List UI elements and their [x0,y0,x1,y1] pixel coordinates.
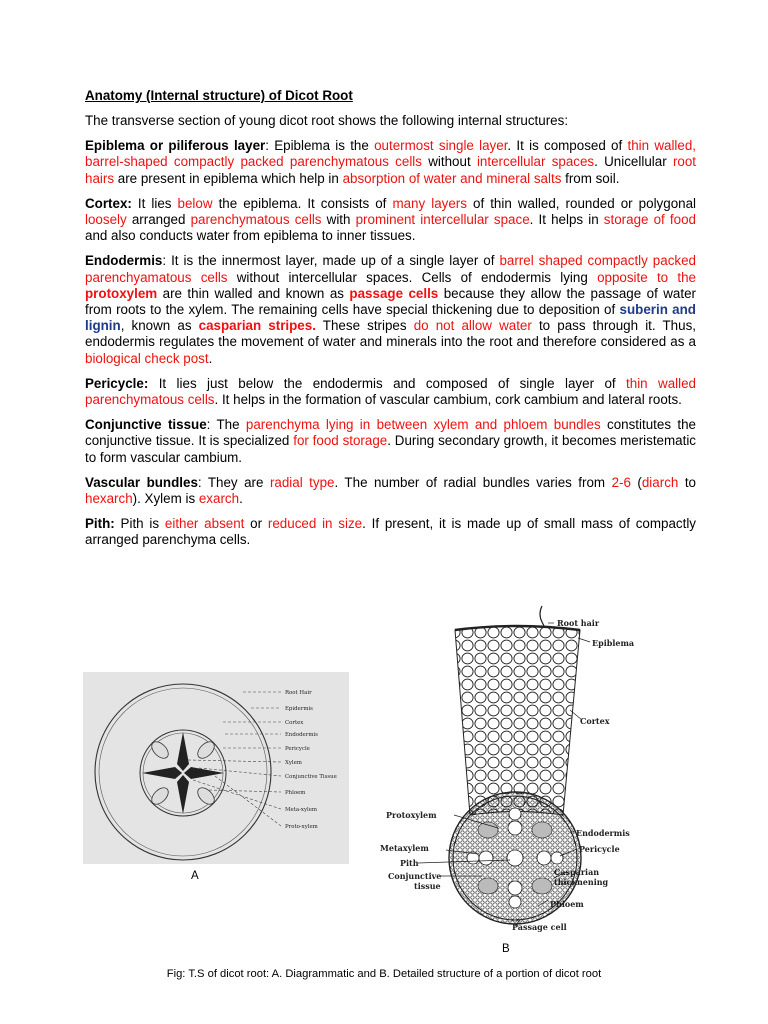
conjunctive-heading: Conjunctive tissue [85,417,207,433]
text: . If present, it is made up of small mass of compactly arranged parenchyma cells. [85,516,697,548]
text: . The number of radial bundles varies from [334,474,612,490]
intro-paragraph: The transverse section of young dicot root shows the following internal structures: [85,113,569,128]
epiblema-paragraph [85,138,696,187]
text: are thin walled and known as [157,285,350,301]
text: It lies just below the endodermis and composed of single layer of [148,375,627,391]
highlight: intercellular spaces [476,154,595,170]
text: Pith is [114,516,165,532]
label-phloem: Phloem [550,899,584,909]
label-cortex: Cortex [580,716,610,726]
leader-lines [188,692,281,826]
text: ( [630,474,642,490]
highlight: absorption of water and mineral salts [342,170,562,186]
label-tissue: tissue [414,881,441,891]
text: with [321,212,356,228]
cortex-drawing [455,626,580,815]
text: : The [206,417,246,433]
highlight: outermost single layer [374,138,508,154]
xylem-arm-top [177,732,189,771]
text: without intercellular spaces. Cells of endodermis lying [227,269,598,285]
text: because they allow the passage of water from roots to the xylem. The remaining cells have special thickening due to deposition of [85,285,696,318]
label-metaxylem: Metaxylem [380,843,429,853]
highlight: prominent intercellular space [355,212,530,228]
pith-heading: Pith: [85,516,115,532]
text: without [421,154,477,170]
text: . It is composed of [507,138,628,154]
pericycle-paragraph [85,376,696,408]
xylem-arm-bottom [177,775,189,814]
text: are present in epiblema which help in [114,170,343,186]
label-epidermis: Epidermis [285,706,313,712]
phloem-patch [195,785,218,808]
text: the epiblema. It consists of [212,195,393,211]
text: . It helps in [529,212,604,228]
vascular-heading: Vascular bundles [85,474,198,490]
label-pericycle: Pericycle [579,844,620,854]
highlight: barrel shaped compactly packed parenchyamatous cells [85,253,696,285]
text: of thin walled, rounded or polygonal [466,195,697,211]
highlight: reduced in size [267,516,363,532]
text: ). Xylem is [132,491,199,507]
outer-epidermis-ring [95,684,271,860]
text: : Epiblema is the [265,138,375,154]
highlight-bold: passage cells [349,285,439,301]
figure-a-letter: A [191,870,199,882]
highlight: many layers [392,195,467,211]
xylem-arm-left [142,767,182,779]
pith-paragraph [85,516,696,548]
highlight: diarch [641,474,679,490]
highlight-bold: protoxylem [85,285,158,301]
label-thickening: thicknening [554,877,609,887]
figure-a-labels [285,690,337,830]
highlight: below [177,195,213,211]
highlight: either absent [164,516,245,532]
highlight-bold: casparian stripes. [198,318,316,334]
text: . Unicellular [594,154,673,170]
conjunctive-paragraph [85,417,696,466]
label-endodermis: Endodermis [285,732,318,738]
highlight: biological check post [85,350,209,366]
label-conjunctive: Conjunctive [388,871,442,881]
label-phloem: Phloem [285,790,306,796]
text: or [244,516,268,532]
phloem-patch [149,739,172,762]
vascular-paragraph [85,475,696,507]
figure-b-diagram [370,600,670,938]
highlight: radial type [269,474,335,490]
text: arranged [126,212,191,228]
phloem-patch [149,785,172,808]
cortex-paragraph [85,196,696,245]
cortex-heading: Cortex: [85,195,132,211]
label-pericycle: Pericycle [285,746,310,752]
label-meta-xylem: Meta-xylem [285,807,318,813]
label-conjunctive-tissue: Conjunctive Tissue [285,774,337,780]
endodermis-paragraph [85,253,696,366]
page-title: Anatomy (Internal structure) of Dicot Root [85,88,353,103]
figure-a-diagram [83,672,349,864]
xylem-arm-right [184,767,224,779]
highlight: opposite to the [597,269,696,285]
highlight: hexarch [85,491,133,507]
highlight: for food storage [293,433,388,449]
label-endodermis: Endodermis [576,828,630,838]
highlight: exarch [198,491,240,507]
highlight: 2-6 [611,474,631,490]
label-proto-xylem: Proto-xylem [285,824,318,830]
highlight: do not allow water [413,318,532,334]
figure-caption: Fig: T.S of dicot root: A. Diagrammatic and B. Detailed structure of a portion of dicot root [166,968,602,980]
label-root-hair: Root Hair [285,690,312,696]
label-epiblema: Epiblema [592,638,635,648]
text: constitutes the conjunctive tissue. It is specialized [85,417,696,449]
highlight: parenchymatous cells [190,212,322,228]
text: , known as [120,318,199,334]
text: . During secondary growth, it becomes meristematic to form vascular cambium. [85,433,697,465]
endodermis-heading: Endodermis [85,253,163,269]
figure-a-svg [83,672,349,864]
text: . [208,350,213,366]
label-passage-cell: Passage cell [512,922,567,932]
highlight: storage of food [603,212,696,228]
figure-b-svg [370,600,670,938]
highlight: parenchyma lying in between xylem and phloem bundles [245,417,601,433]
text: . It helps in the formation of vascular cambium, cork cambium and lateral roots. [214,392,682,408]
document-body [85,88,696,558]
label-cortex: Cortex [285,720,304,726]
text: These stripes [315,318,414,334]
text: : It is the innermost layer, made up of a single layer of [162,253,500,269]
text: to pass through it. Thus, endodermis regulates the movement of water and minerals into the root and therefore considered as a [85,318,696,350]
text: It lies [131,195,178,211]
epiblema-heading: Epiblema or piliferous layer [85,138,266,154]
highlight-blue: suberin and lignin [85,302,696,334]
highlight: loosely [85,212,127,228]
highlight: thin walled, barrel-shaped compactly packed parenchymatous cells [85,138,697,170]
phloem-patch [195,739,218,762]
label-xylem: Xylem [285,760,302,766]
highlight: thin walled parenchymatous cells [85,375,696,408]
label-pith: Pith [400,858,419,868]
pericycle-heading: Pericycle: [85,375,149,391]
text: . [239,491,243,507]
label-casparian: Casparian [554,867,600,877]
text: : They are [197,474,270,490]
text: from soil. [561,170,620,186]
text: and also conducts water from epiblema to inner tissues. [85,228,416,244]
text: to [678,474,696,490]
highlight: root hairs [85,154,697,186]
label-root-hair: Root hair [557,618,600,628]
label-protoxylem: Protoxylem [386,810,437,820]
figure-b-letter: B [502,943,510,955]
